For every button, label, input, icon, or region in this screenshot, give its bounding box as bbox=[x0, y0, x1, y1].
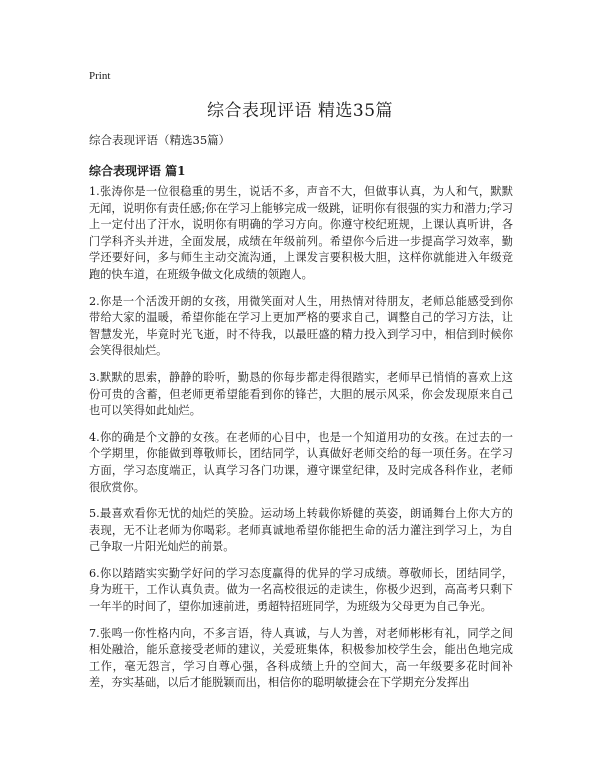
print-link[interactable]: Print bbox=[89, 70, 111, 82]
document-subtitle: 综合表现评语（精选35篇） bbox=[89, 133, 231, 147]
paragraph-4: 4.你的确是个文静的女孩。在老师的心目中，也是一个知道用功的女孩。在过去的一个学期里，你能做到尊敬师长，团结同学，认真做好老师交给的每一项任务。在学习方面，学习态度端正，认真学习各门功课，遵守课堂纪律，及时完成各科作业，老师很欣赏你。 bbox=[89, 430, 513, 494]
section-heading: 综合表现评语 篇1 bbox=[89, 164, 186, 178]
paragraph-3: 3.默默的思索，静静的聆听，勤恳的你每步都走得很踏实，老师早已悄悄的喜欢上这份可贵的含蓄，但老师更希望能看到你的锋芒，大胆的展示风采，你会发现原来自己也可以笑得如此灿烂。 bbox=[89, 370, 513, 418]
paragraph-5: 5.最喜欢看你无忧的灿烂的笑脸。运动场上转载你矫健的英姿，朗诵舞台上你大方的表现，无不让老师为你喝彩。老师真诚地希望你能把生命的活力灌注到学习上，为自己争取一片阳光灿烂的前景。 bbox=[89, 507, 513, 554]
document-body bbox=[89, 184, 513, 702]
paragraph-7: 7.张鸣一你性格内向，不多言语，待人真诚，与人为善，对老师彬彬有礼，同学之间相处融洽，能乐意接受老师的建议，关爱班集体，积极参加校学生会，能出色地完成工作，毫无怨言，学习自尊心强，各科成绩上升的空间大，高一年级要多花时间补差，夯实基础，以后才能脱颖而出，相信你的聪明敏捷会在下学期充分发挥出 bbox=[89, 626, 513, 690]
paragraph-2: 2.你是一个活泼开朗的女孩，用微笑面对人生，用热情对待朋友，老师总能感受到你带给大家的温暖，希望你能在学习上更加严格的要求自己，调整自己的学习方法，让智慧发光，毕竟时光飞逝，时不待我，以最旺盛的精力投入到学习中，相信到时候你会笑得很灿烂。 bbox=[89, 294, 513, 358]
paragraph-1: 1.张涛你是一位很稳重的男生，说话不多，声音不大，但做事认真，为人和气，默默无闻，说明你有责任感;你在学习上能够完成一级跳，证明你有很强的实力和潜力;学习上一定付出了汗水，说明你有明确的学习方向。你遵守校纪班规，上课认真听讲，各门学科齐头并进，全面发展，成绩在年级前列。希望你今后进一步提高学习效率，勤学还要好问，多与师生主动交流沟通，上课发言要积极大胆，这样你就能进入年级竞跑的快车道，在班级争做文化成绩的领跑人。 bbox=[89, 185, 513, 281]
paragraph-6: 6.你以踏踏实实勤学好问的学习态度赢得的优异的学习成绩。尊敬师长，团结同学，身为班干，工作认真负责。做为一名高校很远的走读生，你极少迟到，高高考只剩下一年半的时间了，望你加速前进，勇超特招班同学，为班级为父母更为自己争光。 bbox=[89, 566, 513, 614]
document-title: 综合表现评语 精选35篇 bbox=[206, 101, 394, 121]
